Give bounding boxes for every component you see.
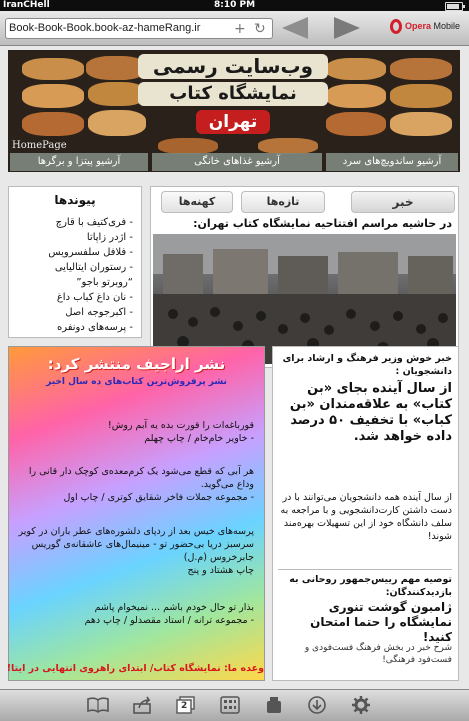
sandwich-image [390, 112, 452, 136]
back-button[interactable] [282, 17, 308, 39]
site-header-banner [8, 50, 460, 172]
sandwich-image [326, 112, 386, 136]
add-bookmark-icon[interactable]: + [234, 21, 246, 37]
nav-archive-pizza[interactable]: آرشیو پیتزا و برگرها [10, 153, 148, 171]
sandwich-image [326, 84, 386, 108]
link-item[interactable]: - فری‌کتیف با قارچ [55, 217, 133, 228]
forward-button[interactable] [334, 17, 360, 39]
sandwich-image [22, 84, 84, 108]
article-heading-2: توصیه مهم رییس‌جمهور روحانی به بازدیدکنندگان: [289, 574, 452, 598]
browser-brand: Opera Mobile [405, 21, 461, 31]
book-icon[interactable] [86, 695, 110, 715]
sandwich-image [390, 58, 452, 80]
settings-icon[interactable] [349, 695, 373, 715]
sandwich-image [22, 58, 84, 80]
download-icon[interactable] [305, 695, 329, 715]
battery-icon [445, 2, 463, 11]
site-title-city: تهران [196, 110, 270, 134]
link-item[interactable]: - نان داغ کباب داغ [56, 292, 133, 303]
article-divider [278, 569, 452, 570]
article-highlight: از سال آینده بجای «بن کتاب» به علاقه‌مندان «بن کباب» با تخفیف ۵۰ درصد داده خواهد شد. [289, 381, 452, 444]
site-title [138, 54, 328, 140]
url-text[interactable]: Book-Book-Book.book-az-hameRang.ir [9, 22, 201, 34]
carrier-name: IranCHell [3, 0, 50, 10]
reload-icon[interactable]: ↻ [254, 21, 266, 37]
news-article [272, 346, 459, 681]
link-item[interactable]: - اکبرجوجه اصل [65, 307, 133, 318]
status-bar [0, 0, 469, 11]
sandwich-image [158, 138, 218, 154]
news-box [150, 186, 459, 368]
browser-toolbar [0, 11, 469, 46]
poster-footer: وعده ما: نمایشگاه کتاب/ ابتدای راهروی انتهایی در ایتا! [6, 663, 264, 674]
tab-news[interactable]: خبر [351, 191, 455, 213]
web-page [0, 46, 469, 689]
poster-entry: پرسه‌های خیس بعد از ردپای دلشوره‌های عطر باران در کویر سرسبز دریا بی‌حضور تو - مینیمال‌های عاشقانه‌ی گوریس جابرخروس (م.ل) چاپ هشتاد و پنج [18, 526, 254, 576]
poster-entry: بذار تو حال خودم باشم ... نمیخوام پاشم - مجموعه ترانه / استاد مقصدلو / چاپ دهم [84, 602, 254, 626]
link-item[interactable]: - فلافل سلفسرویس [48, 247, 133, 258]
nav-archive-home-food[interactable]: آرشیو غذاهای خانگی [152, 153, 322, 171]
speed-dial-icon[interactable] [218, 695, 242, 715]
share-icon[interactable] [131, 695, 155, 715]
sandwich-image [22, 112, 84, 136]
links-list [48, 215, 133, 335]
save-icon[interactable] [262, 695, 286, 715]
tab-old[interactable]: کهنه‌ها [161, 191, 233, 213]
poster-subtitle: نشر پرفروش‌ترین کتاب‌های ده سال اخیر [46, 377, 227, 387]
links-title: پیوندها [54, 193, 96, 207]
nav-archive-sandwich[interactable]: آرشیو ساندویچ‌های سرد [326, 153, 458, 171]
link-item[interactable]: - رستوران ایتالیایی [54, 262, 133, 273]
sandwich-image [390, 84, 452, 108]
article-body: از سال آینده همه دانشجویان می‌توانند با در دست داشتن کارت‌دانشجویی و با مراجعه به سلف دانشگاه خود از این تسهیلات بهره‌مند شوند! [280, 492, 452, 542]
link-item[interactable]: - اژدر زاپاتا [86, 232, 133, 243]
tabs-icon[interactable] [174, 695, 198, 715]
crowd-illustration [153, 234, 456, 364]
browser-bottom-bar [0, 689, 469, 721]
book-fair-photo [153, 234, 456, 364]
opera-logo-icon [390, 19, 402, 34]
tab-count: 2 [181, 701, 188, 711]
site-title-line1: وب‌سایت رسمی [138, 54, 328, 79]
news-headline[interactable]: در حاشیه مراسم افتتاحیه نمایشگاه کتاب تهران: [193, 217, 452, 230]
address-bar[interactable] [5, 18, 273, 39]
article-highlight-2: ژامبون گوشت تنوری نمایشگاه را حتما امتحان کنید! [310, 600, 452, 644]
link-item[interactable]: - پرسه‌های دونفره [56, 322, 133, 333]
sandwich-image [258, 138, 318, 154]
poster-title: نشر اراجیف منتشر کرد: [47, 355, 226, 373]
clock: 8:10 PM [213, 0, 256, 10]
site-title-line2: نمایشگاه کتاب [138, 82, 328, 106]
sandwich-image [326, 58, 386, 80]
article-footer: شرح خبر در بخش فرهنگ فست‌فودی و فست‌فود فرهنگی! [304, 643, 452, 665]
homepage-link[interactable]: HomePage [12, 140, 67, 151]
links-box [8, 186, 142, 338]
poster-entry: قورباغه‌ات را قورت بده یه آبم روش! - خاویر خام‌خام / چاپ چهلم [107, 420, 254, 444]
poster-entry: هر آبی که قطع می‌شود یک کرم‌معده‌ی کوچک دار قانی را وداع می‌گوید. - مجموعه جملات فاخر شقایق کوتری / چاپ اول [28, 466, 254, 503]
tab-new[interactable]: تازه‌ها [241, 191, 325, 213]
sandwich-image [86, 56, 146, 80]
link-item[interactable]: “روبرتو باجو” [76, 277, 133, 288]
publisher-ad-poster [8, 346, 265, 681]
article-intro: خبر خوش وزیر فرهنگ و ارشاد برای دانشجویان : [282, 353, 452, 377]
